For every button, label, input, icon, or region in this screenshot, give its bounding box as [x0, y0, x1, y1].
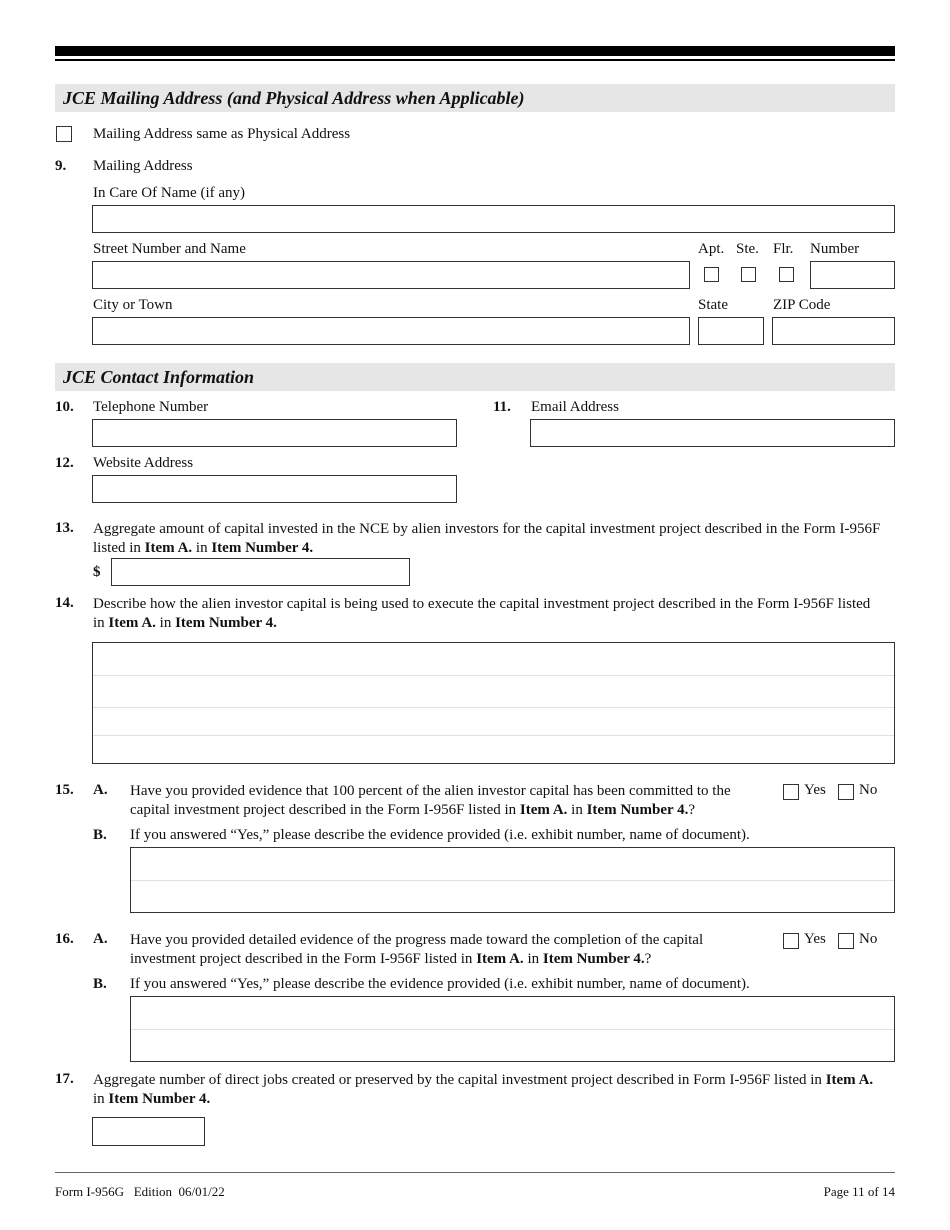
item-16a-yes-label: Yes — [804, 931, 826, 947]
item-14-mid: in — [155, 615, 176, 631]
item-15a-yes-checkbox[interactable] — [783, 784, 799, 800]
item-16-number: 16. — [55, 931, 74, 947]
item-16a-no-checkbox[interactable] — [838, 933, 854, 949]
item-10-number: 10. — [55, 399, 74, 415]
item-16a-yes-checkbox[interactable] — [783, 933, 799, 949]
textarea-line — [93, 643, 894, 676]
item-13-number: 13. — [55, 520, 74, 536]
item-16a-letter: A. — [93, 931, 108, 947]
direct-jobs-input[interactable] — [92, 1117, 205, 1146]
item-13-text — [93, 520, 883, 558]
capital-amount-input[interactable] — [111, 558, 410, 586]
mailing-same-checkbox[interactable] — [56, 126, 72, 142]
item-13-body: Aggregate amount of capital invested in the NCE by alien investors for the capital investment project described in the Form I-956F listed in — [93, 521, 881, 556]
textarea-line — [93, 676, 894, 708]
textarea-line — [131, 848, 894, 881]
street-input[interactable] — [92, 261, 690, 289]
city-input[interactable] — [92, 317, 690, 345]
in-care-of-label: In Care Of Name (if any) — [93, 185, 246, 201]
top-rule-thin — [55, 59, 895, 61]
item-16a-mid: in — [523, 951, 543, 967]
flr-label: Flr. — [773, 241, 794, 257]
item-17-text — [93, 1071, 883, 1109]
item-14-body: Describe how the alien investor capital is being used to execute the capital investment project described in the Form I-956F listed in — [93, 596, 871, 631]
state-select[interactable] — [698, 317, 764, 345]
item-17-bold-a: Item A. — [825, 1072, 874, 1088]
state-label: State — [698, 297, 728, 313]
item-15a-letter: A. — [93, 782, 108, 798]
currency-symbol: $ — [93, 564, 101, 580]
in-care-of-input[interactable] — [92, 205, 895, 233]
flr-checkbox[interactable] — [779, 267, 794, 282]
telephone-input[interactable] — [92, 419, 457, 447]
item-16b-text: If you answered “Yes,” please describe the evidence provided (i.e. exhibit number, name of document). — [130, 976, 750, 992]
item-17-mid: in — [93, 1091, 109, 1107]
ste-checkbox[interactable] — [741, 267, 756, 282]
footer-form-edition: Form I-956G Edition 06/01/22 — [55, 1184, 225, 1199]
website-input[interactable] — [92, 475, 457, 503]
item-15a-bold-a: Item A. — [519, 802, 568, 818]
mailing-address-label: Mailing Address — [93, 158, 193, 174]
item-14-text — [93, 595, 883, 633]
section-contact-title: JCE Contact Information — [55, 363, 895, 391]
item-15b-textarea[interactable] — [130, 847, 895, 913]
item-15a-end: ? — [688, 802, 696, 818]
item-15a-no-checkbox[interactable] — [838, 784, 854, 800]
item-15a-yes-label: Yes — [804, 782, 826, 798]
number-label: Number — [810, 241, 860, 257]
website-label: Website Address — [93, 455, 194, 471]
item-9-number: 9. — [55, 158, 67, 174]
item-17-bold-4: Item Number 4. — [108, 1091, 211, 1107]
capital-use-textarea[interactable] — [92, 642, 895, 764]
apt-checkbox[interactable] — [704, 267, 719, 282]
footer-rule — [55, 1172, 895, 1173]
textarea-line — [93, 708, 894, 736]
item-15a-no-label: No — [859, 782, 878, 798]
mailing-same-label: Mailing Address same as Physical Address — [93, 126, 351, 142]
item-16b-letter: B. — [93, 976, 107, 992]
item-16a-text — [130, 931, 770, 969]
item-17-body: Aggregate number of direct jobs created or preserved by the capital investment project described in Form I-956F listed in — [93, 1072, 826, 1088]
item-16a-bold-a: Item A. — [476, 951, 524, 967]
item-13-mid: in — [192, 540, 212, 556]
top-rule-thick — [55, 46, 895, 56]
unit-number-input[interactable] — [810, 261, 895, 289]
item-15a-text — [130, 782, 770, 820]
item-13-bold-a: Item A. — [144, 540, 193, 556]
item-15b-letter: B. — [93, 827, 107, 843]
textarea-line — [131, 1030, 894, 1060]
item-15a-body: Have you provided evidence that 100 percent of the alien investor capital has been committed to the capital investment project described in the Form I-956F listed in — [130, 783, 731, 818]
email-label: Email Address — [531, 399, 619, 415]
item-16a-no-label: No — [859, 931, 878, 947]
item-16a-body: Have you provided detailed evidence of the progress made toward the completion of the capital investment project described in the Form I-956F listed in — [130, 932, 704, 967]
street-label: Street Number and Name — [93, 241, 246, 257]
item-14-bold-a: Item A. — [108, 615, 156, 631]
textarea-line — [93, 736, 894, 762]
textarea-line — [131, 997, 894, 1030]
item-14-bold-4: Item Number 4. — [175, 615, 277, 631]
section-mailing-title: JCE Mailing Address (and Physical Address when Applicable) — [55, 84, 895, 112]
textarea-line — [131, 881, 894, 911]
apt-label: Apt. — [698, 241, 725, 257]
item-12-number: 12. — [55, 455, 74, 471]
zip-label: ZIP Code — [773, 297, 831, 313]
item-16b-textarea[interactable] — [130, 996, 895, 1062]
item-15b-text: If you answered “Yes,” please describe the evidence provided (i.e. exhibit number, name of document). — [130, 827, 750, 843]
ste-label: Ste. — [736, 241, 759, 257]
item-15a-mid: in — [567, 802, 587, 818]
item-16a-end: ? — [644, 951, 652, 967]
item-16a-bold-4: Item Number 4. — [542, 951, 645, 967]
item-15-number: 15. — [55, 782, 74, 798]
item-14-number: 14. — [55, 595, 74, 611]
item-11-number: 11. — [493, 399, 511, 415]
item-13-bold-4: Item Number 4. — [211, 540, 314, 556]
telephone-label: Telephone Number — [93, 399, 209, 415]
city-label: City or Town — [93, 297, 173, 313]
zip-input[interactable] — [772, 317, 895, 345]
email-input[interactable] — [530, 419, 895, 447]
item-15a-bold-4: Item Number 4. — [586, 802, 689, 818]
item-17-number: 17. — [55, 1071, 74, 1087]
footer-page-number: Page 11 of 14 — [823, 1184, 895, 1199]
